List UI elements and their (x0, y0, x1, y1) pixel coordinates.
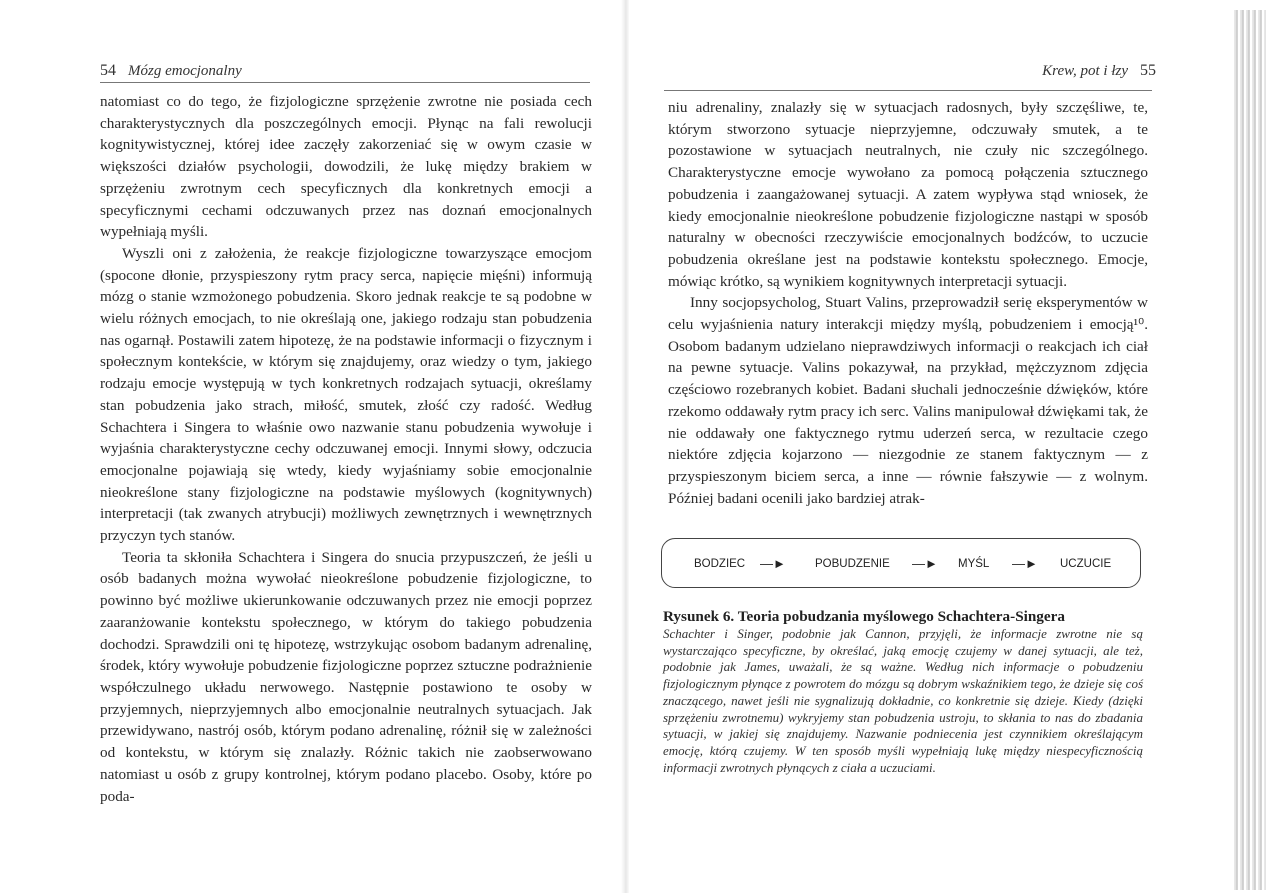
flow-arrow-3: —► (1012, 556, 1038, 571)
flow-arrow-2: —► (912, 556, 938, 571)
left-paragraph-3: Teoria ta skłoniła Schachtera i Singera do snucia przypuszczeń, że jeśli u osób badanych można wywołać nieokreślone pobudzenie fizjologiczne, to powinno być możliwe ukierunkowanie odczuwanych przez nie emocji poprzez zaaranżowanie kontekstu społecznego, w którym do takiego pobudzenia dochodzi. Sprawdzili oni tę hipotezę, wstrzykując osobom badanym adrenalinę, środek, który wywołuje pobudzenie fizjologiczne poprzez sztuczne podrażnienie współczulnego układu nerwowego. Następnie postawiono te osoby w przyjemnych, nieprzyjemnych albo emocjonalnie neutralnych sytuacjach. Jak przewidywano, nastrój osób, którym podano adrenalinę, różnił się w zależności od kontekstu, w którym się znalazły. Różnic takich nie zaobserwowano natomiast u osób z grupy kontrolnej, którym podano placebo. Osoby, które po poda- (100, 548, 592, 805)
right-paragraph-1: niu adrenaliny, znalazły się w sytuacjach radosnych, były szczęśliwe, te, którym stworzono sytuacje nieprzyjemne, odczuwały smutek, a te pozostawione w sytuacjach neutralnych, nie czuły nic szczególnego. Charakterystyczne emocje wywołano za pomocą połączenia sztucznego pobudzenia i zaangażowanej sytuacji. A zatem wypływa stąd wniosek, że kiedy emocjonalnie nieokreślone pobudzenie fizjologiczne nastąpi w sposób naturalny w obecności rzeczywiście emocjonalnych bodźców, to uczucie pobudzenia określane jest na podstawie kontekstu społecznego. Emocje, mówiąc krótko, są wynikiem kognitywnych interpretacji sytuacji. (668, 99, 1148, 290)
left-paragraph-1: natomiast co do tego, że fizjologiczne sprzężenie zwrotne nie posiada cech charakterystycznych dla poszczególnych emocji. Płynąc na fali rewolucji kognitywistycznej, której idee zaczęły zakorzeniać się w owym czasie w większości działów psychologii, dowodzili, że lukę między brakiem w sprzężeniu zwrotnym cech specyficznych dla konkretnych emocji a specyficznymi cechami odczuwanych przez nas doznań emocjonalnych wypełniają myśli. (100, 93, 592, 241)
right-paragraph-2: Inny socjopsycholog, Stuart Valins, przeprowadził serię eksperymentów w celu wyjaśnienia natury interakcji między myślą, pobudzeniem i emocją¹⁰. Osobom badanym udzielano nieprawdziwych informacji o reakcjach ich ciał na pewne sytuacje. Valins pokazywał, na przykład, mężczyznom zdjęcia częściowo rozebranych kobiet. Badani słuchali jednocześnie dźwięków, które rzekomo oddawały rytm pracy ich serc. Valins manipulował dźwiękami tak, że nie oddawały one faktycznego rytmu uderzeń serca, w rezultacie czego niektóre zdjęcia kojarzono — niezgodnie ze stanem faktycznym — z przyspieszonym biciem serca, a inne — równie fałszywie — z wolnym. Później badani ocenili jako bardziej atrak- (668, 294, 1148, 507)
flow-box-uczucie: UCZUCIE (1060, 558, 1112, 570)
flow-box-pobudzenie: POBUDZENIE (815, 558, 890, 570)
right-body-text (668, 97, 1148, 509)
left-running-header (100, 62, 242, 80)
figure-caption-text: Schachter i Singer, podobnie jak Cannon, przyjęli, że informacje zwrotne nie są wystarczająco specyficzne, by określać, jaką emocję czujemy w danej sytuacji, ale też, podobnie jak James, uważali, że są ważne. Według nich informacje o pobudzeniu fizjologicznym płynące z powrotem do mózgu są dobrym wskaźnikiem tego, że dzieje się coś znaczącego, nawet jeśli nie sygnalizują dokładnie, co konkretnie się dzieje. Kiedy (dzięki sprzężeniu zwrotnemu) wykryjemy stan pobudzenia ustroju, to skłania to nas do zbadania sytuacji, w jakiej się znajdujemy. Nazwanie podniecenia jest czynnikiem określającym emocję, którą czujemy. W ten sposób myśli wypełniają lukę między niespecyficznością informacji zwrotnych płynących z ciała a uczuciami. (663, 626, 1143, 775)
flow-arrow-1: —► (760, 556, 786, 571)
flow-box-mysl: MYŚL (958, 558, 990, 570)
left-header-rule (100, 82, 590, 83)
left-page-number: 54 (100, 62, 116, 79)
right-page-number: 55 (1140, 62, 1156, 79)
left-running-title: Mózg emocjonalny (128, 63, 242, 79)
book-gutter (621, 0, 629, 893)
page-edge-stack (1232, 10, 1266, 890)
left-body-text (100, 91, 592, 807)
right-running-header (1042, 62, 1156, 80)
flow-box-bodziec: BODZIEC (694, 558, 746, 570)
figure-caption-title: Rysunek 6. Teoria pobudzania myślowego Schachtera-Singera (663, 608, 1065, 625)
right-running-title: Krew, pot i łzy (1042, 63, 1128, 79)
left-paragraph-2: Wyszli oni z założenia, że reakcje fizjologiczne towarzyszące emocjom (spocone dłonie, przyspieszony rytm pracy serca, napięcie mięśni) informują mózg o stanie wzmożonego pobudzenia. Skoro jednak reakcje te są podobne w wielu różnych emocjach, to nie określają one, jakiego rodzaju stan pobudzenia nas ogarnął. Postawili zatem hipotezę, że na podstawie informacji o fizycznym i społecznym kontekście, w którym się znajdujemy, oraz wiedzy o tym, jakiego rodzaju emocje występują w tych konkretnych rodzajach sytuacji, określamy stan pobudzenia jako strach, miłość, smutek, złość czy radość. Według Schachtera i Singera to właśnie owo nazwanie stanu pobudzenia wywołuje i wyjaśnia charakterystyczne cechy odczuwanej emocji. Innymi słowy, odczucia emocjonalne pojawiają się wtedy, kiedy wyjaśniamy sobie emocjonalnie nieokreślone stany fizjologiczne na podstawie myślowych (kognitywnych) interpretacji (tak zwanych atrybucji) możliwych zewnętrznych i wewnętrznych przyczyn tych stanów. (100, 244, 592, 545)
figure-6-diagram (661, 538, 1141, 588)
right-header-rule (664, 90, 1152, 91)
